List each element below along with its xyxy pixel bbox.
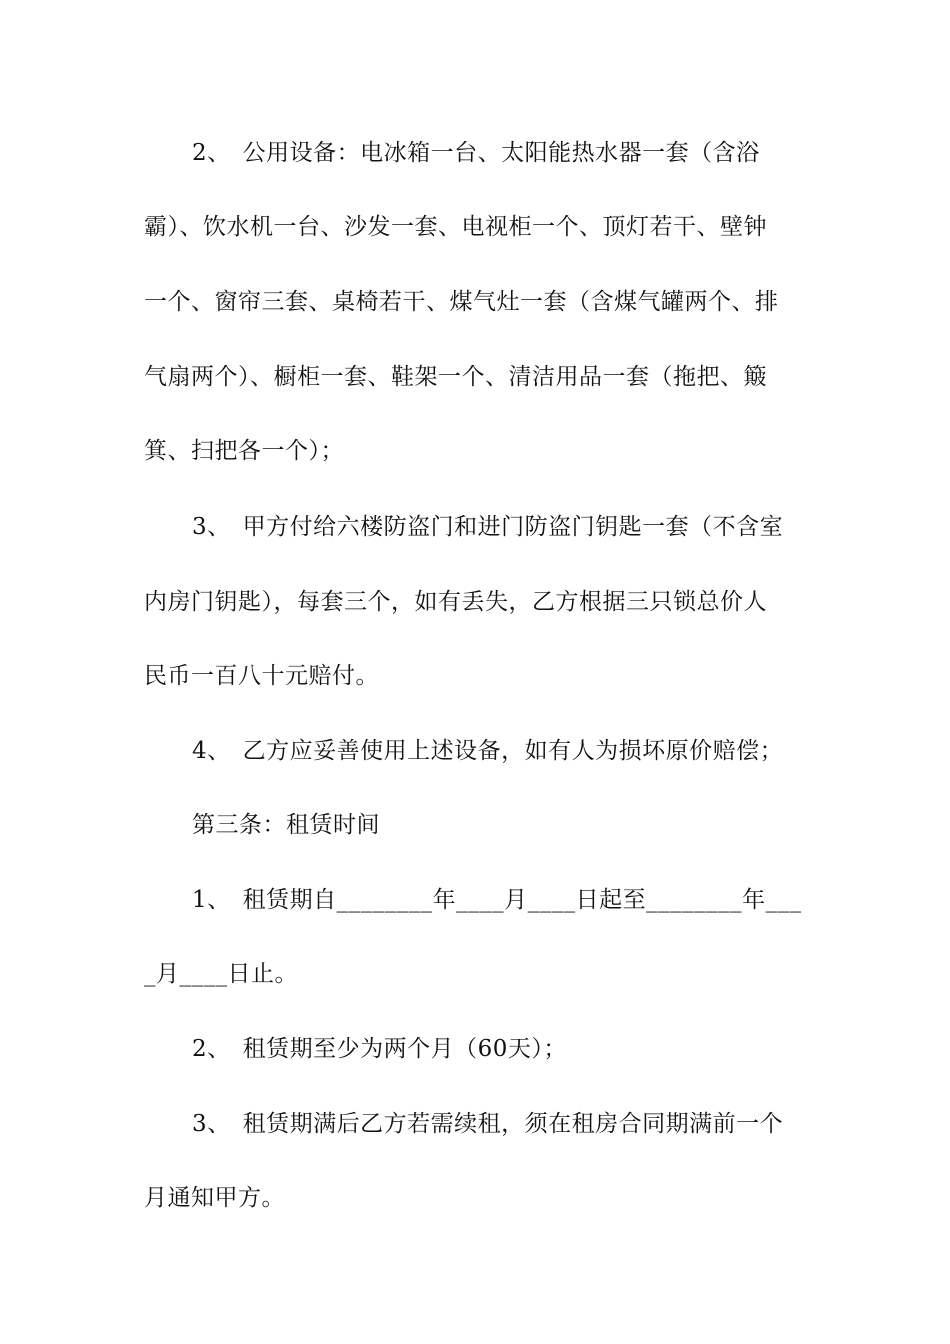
- clause-3-line-3: 民币一百八十元赔付。: [144, 663, 379, 689]
- term-3-line-2: 月通知甲方。: [144, 1185, 285, 1211]
- clause-3-line-1: 3、 甲方付给六楼防盗门和进门防盗门钥匙一套（不含室: [192, 514, 784, 540]
- clause-3-line-2: 内房门钥匙），每套三个，如有丢失，乙方根据三只锁总价人: [144, 589, 767, 615]
- term-1-line-2: _月____日止。: [144, 961, 298, 987]
- clause-2-line-5: 箕、扫把各一个）；: [144, 438, 344, 464]
- clause-2-line-2: 霸）、饮水机一台、沙发一套、电视柜一个、顶灯若干、壁钟: [144, 214, 767, 240]
- term-1-line-1: 1、 租赁期自________年____月____日起至________年___: [192, 887, 802, 913]
- clause-2-line-4: 气扇两个）、橱柜一套、鞋架一个、清洁用品一套（拖把、簸: [144, 364, 767, 390]
- term-2-line-1: 2、 租赁期至少为两个月（60天）；: [192, 1036, 567, 1062]
- section-heading: 第三条：租赁时间: [192, 812, 380, 838]
- clause-4-line-1: 4、 乙方应妥善使用上述设备，如有人为损坏原价赔偿；: [192, 738, 784, 764]
- clause-2-line-1: 2、 公用设备：电冰箱一台、太阳能热水器一套（含浴: [192, 140, 760, 166]
- clause-2-line-3: 一个、窗帘三套、桌椅若干、煤气灶一套（含煤气罐两个、排: [144, 289, 779, 315]
- term-3-line-1: 3、 租赁期满后乙方若需续租，须在租房合同期满前一个: [192, 1111, 784, 1137]
